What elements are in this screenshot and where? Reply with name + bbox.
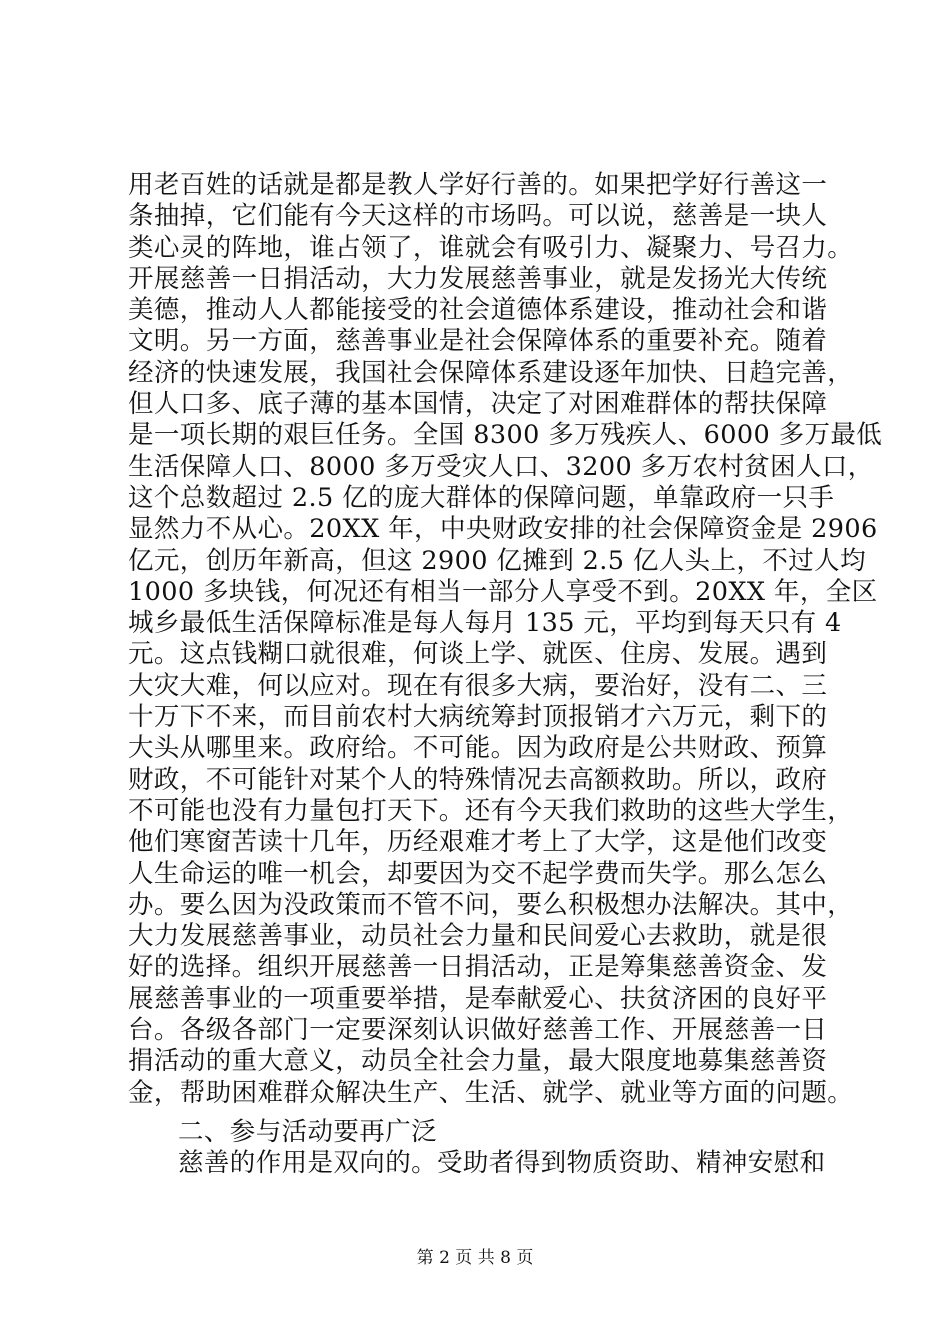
paragraph-line: 开展慈善一日捐活动，大力发展慈善事业，就是发扬光大传统 <box>128 263 828 294</box>
section-heading: 二、参与活动要再广泛 <box>178 1116 438 1147</box>
paragraph-line: 大灾大难，何以应对。现在有很多大病，要治好，没有二、三 <box>128 670 828 701</box>
paragraph-line: 好的选择。组织开展慈善一日捐活动，正是筹集慈善资金、发 <box>128 952 828 983</box>
paragraph-line: 显然力不从心。20XX 年，中央财政安排的社会保障资金是 2906 <box>128 514 878 545</box>
paragraph-line: 是一项长期的艰巨任务。全国 8300 多万残疾人、6000 多万最低 <box>128 420 883 451</box>
paragraph-line: 文明。另一方面，慈善事业是社会保障体系的重要补充。随着 <box>128 326 828 357</box>
paragraph-line: 慈善的作用是双向的。受助者得到物质资助、精神安慰和 <box>178 1148 826 1179</box>
paragraph-line: 财政，不可能针对某个人的特殊情况去高额救助。所以，政府 <box>128 764 828 795</box>
paragraph-line: 这个总数超过 2.5 亿的庞大群体的保障问题，单靠政府一只手 <box>128 482 835 513</box>
paragraph-line: 城乡最低生活保障标准是每人每月 135 元，平均到每天只有 4 <box>128 608 842 639</box>
paragraph-line: 展慈善事业的一项重要举措，是奉献爱心、扶贫济困的良好平 <box>128 983 828 1014</box>
paragraph-line: 生活保障人口、8000 多万受灾人口、3200 多万农村贫困人口， <box>128 451 874 482</box>
paragraph-line: 办。要么因为没政策而不管不问，要么积极想办法解决。其中， <box>128 889 854 920</box>
page-number-footer: 第 2 页 共 8 页 <box>416 1248 534 1268</box>
body-text <box>128 170 883 1180</box>
paragraph-line: 美德，推动人人都能接受的社会道德体系建设，推动社会和谐 <box>128 295 828 326</box>
paragraph-line: 金，帮助困难群众解决生产、生活、就学、就业等方面的问题。 <box>128 1077 854 1108</box>
paragraph-line: 条抽掉，它们能有今天这样的市场吗。可以说，慈善是一块人 <box>128 201 828 232</box>
paragraph-line: 经济的快速发展，我国社会保障体系建设逐年加快、日趋完善， <box>128 357 854 388</box>
paragraph-line: 用老百姓的话就是都是教人学好行善的。如果把学好行善这一 <box>128 170 828 200</box>
paragraph-line: 但人口多、底子薄的基本国情，决定了对困难群体的帮扶保障 <box>128 389 828 420</box>
paragraph-line: 台。各级各部门一定要深刻认识做好慈善工作、开展慈善一日 <box>128 1015 828 1046</box>
paragraph-line: 元。这点钱糊口就很难，何谈上学、就医、住房、发展。遇到 <box>128 639 828 670</box>
paragraph-line: 类心灵的阵地，谁占领了，谁就会有吸引力、凝聚力、号召力。 <box>128 232 854 263</box>
paragraph-line: 捐活动的重大意义，动员全社会力量，最大限度地募集慈善资 <box>128 1046 828 1077</box>
paragraph-line: 十万下不来，而目前农村大病统筹封顶报销才六万元，剩下的 <box>128 702 828 733</box>
paragraph-line: 不可能也没有力量包打天下。还有今天我们救助的这些大学生， <box>128 795 854 826</box>
paragraph-line: 大头从哪里来。政府给。不可能。因为政府是公共财政、预算 <box>128 733 828 764</box>
paragraph-line: 亿元，创历年新高，但这 2900 亿摊到 2.5 亿人头上，不过人均 <box>128 545 866 576</box>
paragraph-line: 他们寒窗苦读十几年，历经艰难才考上了大学，这是他们改变 <box>128 827 828 858</box>
paragraph-line: 大力发展慈善事业，动员社会力量和民间爱心去救助，就是很 <box>128 921 828 952</box>
paragraph-line: 人生命运的唯一机会，却要因为交不起学费而失学。那么怎么 <box>128 858 828 889</box>
paragraph-line: 1000 多块钱，何况还有相当一部分人享受不到。20XX 年，全区 <box>128 576 878 607</box>
